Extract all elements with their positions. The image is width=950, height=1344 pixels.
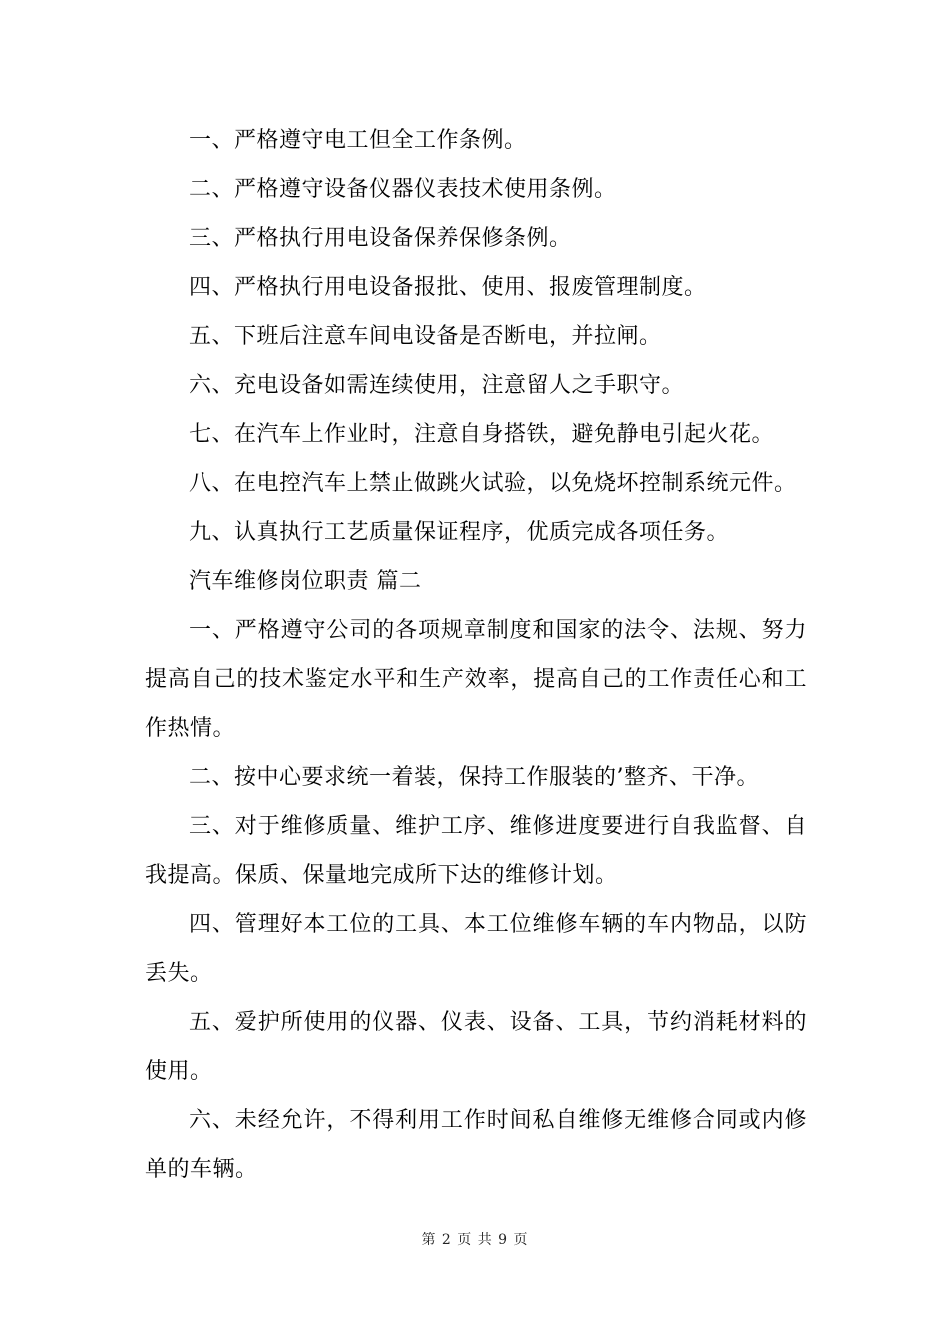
document-body bbox=[145, 116, 807, 1194]
paragraph: 六、未经允许，不得利用工作时间私自维修无维修合同或内修单的车辆。 bbox=[145, 1108, 807, 1182]
paragraph: 九、认真执行工艺质量保证程序，优质完成各项任务。 bbox=[189, 520, 730, 545]
paragraph: 一、严格遵守电工但全工作条例。 bbox=[189, 128, 527, 153]
paragraph: 二、严格遵守设备仪器仪表技术使用条例。 bbox=[189, 177, 617, 202]
paragraph: 二、按中心要求统一着装，保持工作服装的’整齐、干净。 bbox=[189, 765, 759, 790]
paragraph: 五、爱护所使用的仪器、仪表、设备、工具，节约消耗材料的使用。 bbox=[145, 1010, 807, 1084]
paragraph: 八、在电控汽车上禁止做跳火试验，以免烧坏控制系统元件。 bbox=[189, 471, 797, 496]
paragraph: 七、在汽车上作业时，注意自身搭铁，避免静电引起火花。 bbox=[189, 422, 775, 447]
paragraph: 四、管理好本工位的工具、本工位维修车辆的车内物品，以防丢失。 bbox=[145, 912, 807, 986]
paragraph: 三、对于维修质量、维护工序、维修进度要进行自我监督、自我提高。保质、保量地完成所下达的维修计划。 bbox=[145, 814, 807, 888]
section-heading: 汽车维修岗位职责 篇二 bbox=[189, 569, 422, 594]
paragraph: 一、严格遵守公司的各项规章制度和国家的法令、法规、努力提高自己的技术鉴定水平和生产效率，提高自己的工作责任心和工作热情。 bbox=[145, 618, 807, 741]
paragraph: 三、严格执行用电设备保养保修条例。 bbox=[189, 226, 572, 251]
paragraph: 四、严格执行用电设备报批、使用、报废管理制度。 bbox=[189, 275, 707, 300]
page-number-footer: 第 2 页 共 9 页 bbox=[421, 1232, 529, 1248]
paragraph: 五、下班后注意车间电设备是否断电，并拉闸。 bbox=[189, 324, 662, 349]
paragraph: 六、充电设备如需连续使用，注意留人之手职守。 bbox=[189, 373, 685, 398]
